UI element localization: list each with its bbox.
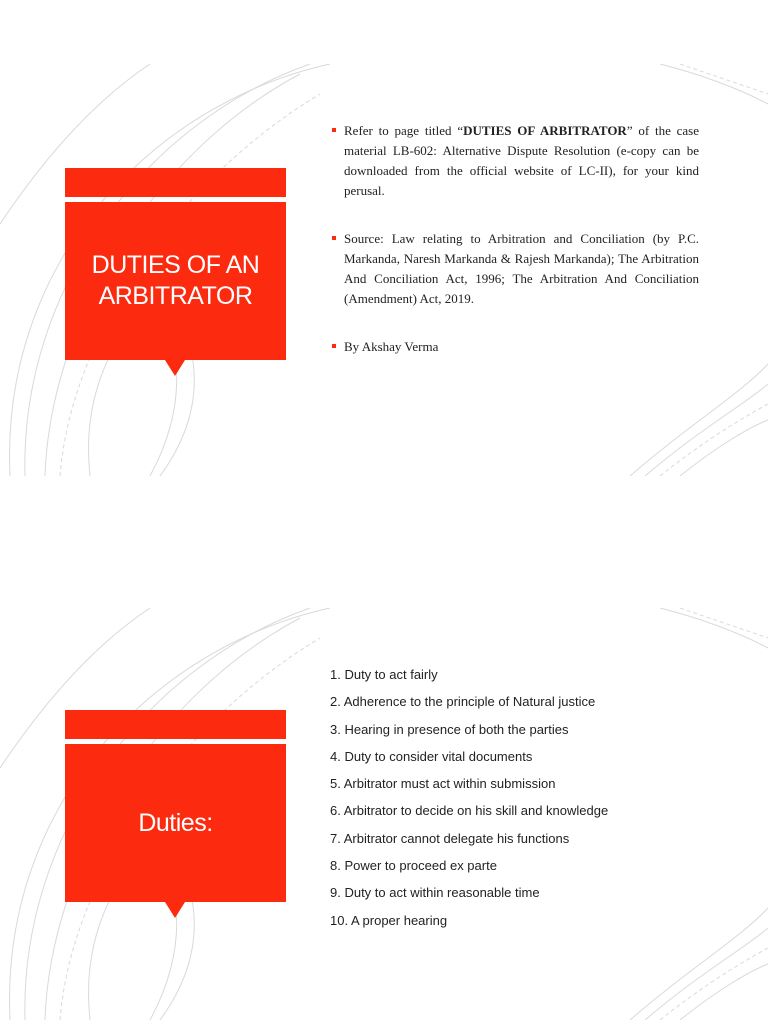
title-box <box>65 744 286 902</box>
slide-title: Duties: <box>138 808 213 837</box>
bullet-author-text: By Akshay Verma <box>344 339 439 354</box>
list-item: 2. Adherence to the principle of Natural justice <box>330 694 596 710</box>
list-item: 1. Duty to act fairly <box>330 667 438 682</box>
title-accent-strip <box>65 710 286 739</box>
bullet-reference-bold: DUTIES OF ARBITRATOR <box>463 123 627 138</box>
bullet-reference <box>332 121 699 201</box>
title-accent-strip <box>65 168 286 197</box>
title-box <box>65 202 286 360</box>
list-item: 5. Arbitrator must act within submission <box>330 776 556 792</box>
bullet-square-icon <box>332 236 336 240</box>
bullet-reference-suffix: ” of the case material LB-602: Alternative Dispute Resolution (e-copy can be downloaded from the official website of LC-II), for your kind perusal. <box>344 123 699 198</box>
list-item: 7. Arbitrator cannot delegate his functions <box>330 830 570 846</box>
list-item: 10. A proper hearing <box>330 912 448 928</box>
bullet-source-text: Source: Law relating to Arbitration and Conciliation (by P.C. Markanda, Naresh Markanda & Rajesh Markanda); The Arbitration And Conciliation Act, 1996; The Arbitration And Conciliation (Amendment) Act, 2019. <box>344 231 699 306</box>
bullet-reference-prefix: Refer to page titled “ <box>344 123 464 138</box>
duties-list <box>330 665 730 938</box>
list-item: 9. Duty to act within reasonable time <box>330 885 540 901</box>
bullet-square-icon <box>332 128 336 132</box>
bullet-square-icon <box>332 344 336 348</box>
list-item: 4. Duty to consider vital documents <box>330 748 533 764</box>
list-item: 8. Power to proceed ex parte <box>330 858 497 874</box>
bullet-source <box>332 229 699 309</box>
bullet-list <box>332 121 699 375</box>
slide-title-line-2: ARBITRATOR <box>98 282 253 310</box>
bullet-author <box>332 337 699 357</box>
list-item: 3. Hearing in presence of both the parties <box>330 721 569 737</box>
slide-title-line-1: DUTIES OF AN <box>91 251 260 279</box>
list-item: 6. Arbitrator to decide on his skill and knowledge <box>330 803 609 819</box>
slide-duties-of-an-arbitrator <box>0 64 768 476</box>
slide-duties-list <box>0 608 768 1020</box>
